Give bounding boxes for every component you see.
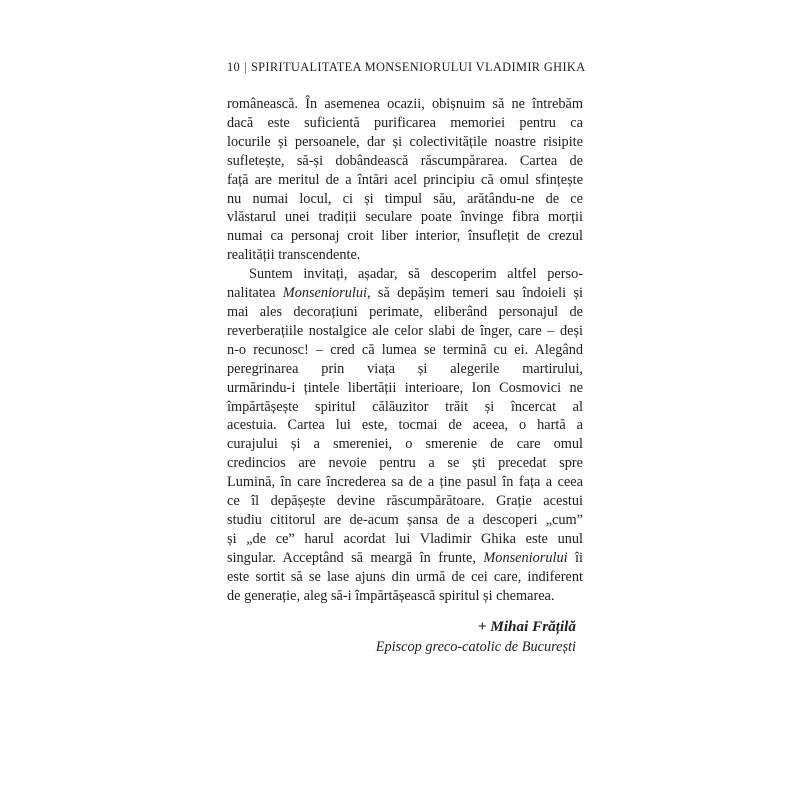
text-run: sufletește, să-și dobândească răscumpărarea. Cartea de [227,152,583,169]
text-run: studiu cititorul are de-acum șansa de a descoperi „cum” [227,511,583,528]
header-separator: | [244,60,247,74]
text-run: singular. Acceptând să meargă în frunte, [227,549,484,566]
text-run: ce îl depășește devine răscumpărătoare. Grație acestui [227,493,583,510]
text-run: curajului și a smereniei, o smerenie de care omul [227,436,583,453]
paragraph-2-line-6 [227,360,583,379]
italic-text-run: Monseniorului [483,549,568,566]
text-column [227,60,586,658]
text-run: față are meritul de a întări acel principiu că omul sfințește [227,171,583,188]
text-run: nu numai locul, ci și timpul său, arătându-ne de ce [227,190,583,207]
text-run: n-o recunosc! – cred că lumea se termină cu ei. Alegând [227,341,583,358]
paragraph-1-line-7 [227,208,583,227]
text-run: dacă este suficientă purificarea memoriei pentru ca [227,114,583,131]
text-run: locurile și persoanele, dar și colectivitățile noastre risipite [227,133,583,150]
text-run: de generație, aleg să-i împărtășească spiritul și chemarea. [227,587,555,604]
text-run: urmărindu-i țintele libertății interioare, Ion Cosmovici ne [227,379,583,396]
text-run: numai ca personaj croit liber interior, însuflețit de crezul [227,228,583,245]
text-run: credincios are nevoie pentru a se ști precedat spre [227,455,583,472]
paragraph-2-line-16 [227,549,583,568]
paragraph-2-line-17 [227,568,583,587]
italic-text-run: Monseniorului [282,285,367,302]
paragraph-1-line-6 [227,190,583,209]
paragraph-2-line-13 [227,492,583,511]
paragraph-2-line-18 [227,587,583,606]
signature-block [227,616,583,658]
paragraph-2-line-5 [227,341,583,360]
signature-title: Episcop greco-catolic de București [375,639,576,656]
text-run: , să depășim temeri sau îndoieli și [366,285,583,302]
paragraph-1-line-3 [227,133,583,152]
text-run: Suntem invitați, așadar, să descoperim altfel perso- [249,266,583,283]
paragraph-1-line-9 [227,246,583,265]
page-number: 10 [227,60,241,74]
paragraph-1-line-2 [227,114,583,133]
text-run: realității transcendente. [227,247,361,264]
text-run: Lumină, în care încrederea sa de a ține pasul în fața a ceea [227,474,583,491]
text-run: vlăstarul unei tradiții seculare poate învinge fibra morții [227,209,583,226]
text-run: este sortit să se lase ajuns din urmă de cei care, indiferent [227,568,583,585]
paragraph-2-line-1 [227,265,583,284]
paragraph-1-line-4 [227,152,583,171]
header-title: SPIRITUALITATEA MONSENIORULUI VLADIMIR GHIKA [250,60,586,74]
text-run: reverberațiile nostalgice ale celor slabi de înger, care – deși [227,322,583,339]
text-run: românească. În asemenea ocazii, obișnuim să ne întrebăm [227,96,583,112]
paragraph-1-line-1 [227,95,583,114]
body-text [227,95,583,605]
paragraph-1-line-8 [227,227,583,246]
paragraph-2-line-4 [227,322,583,341]
paragraph-2-line-2 [227,284,583,303]
text-run: mai ales decorațiuni perimate, eliberând personajul de [227,303,583,320]
paragraph-2-line-7 [227,379,583,398]
paragraph-2-line-8 [227,398,583,417]
paragraph-2-line-3 [227,303,583,322]
paragraph-2-line-15 [227,530,583,549]
paragraph-2-line-12 [227,473,583,492]
text-run: nalitatea [227,285,283,302]
text-run: împărtășește spiritul călăuzitor trăit și încercat al [227,398,583,415]
signature-name: + Mihai Frățilă [477,618,576,636]
text-run: îi [567,549,583,566]
running-header [227,60,586,75]
text-run: și „de ce” harul acordat lui Vladimir Ghika este unul [227,530,583,547]
text-run: acestuia. Cartea lui este, tocmai de aceea, o hartă a [227,417,583,434]
paragraph-1-line-5 [227,171,583,190]
paragraph-2-line-14 [227,511,583,530]
paragraph-2-line-9 [227,416,583,435]
paragraph-2-line-10 [227,435,583,454]
text-run: peregrinarea prin viața și alegerile martirului, [227,360,583,377]
paragraph-2-line-11 [227,454,583,473]
